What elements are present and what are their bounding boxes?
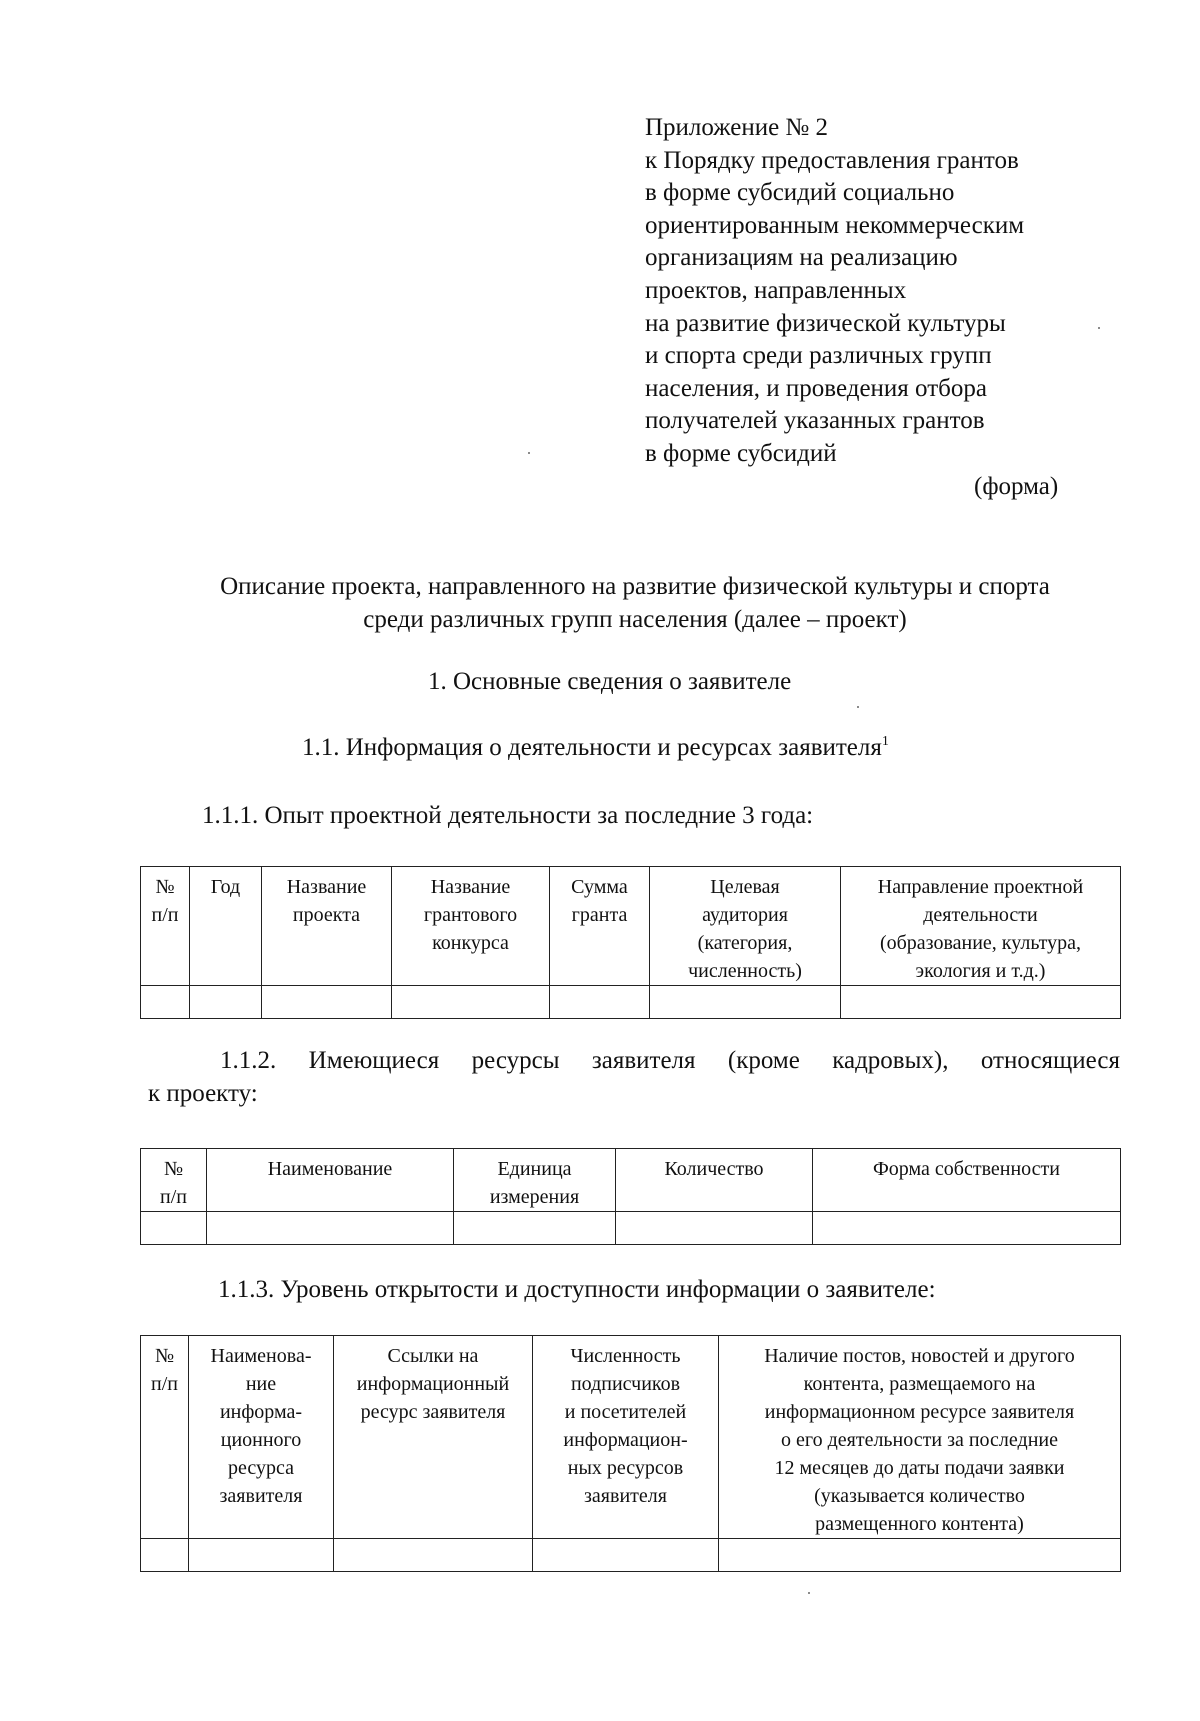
scan-speck [528, 452, 530, 454]
section-1-1-2-heading [148, 1044, 1120, 1110]
appendix-line: на развитие физической культуры [645, 309, 1006, 337]
project-experience-table [140, 866, 1121, 1019]
title-line-1: Описание проекта, направленного на развитие физической культуры и спорта [220, 573, 1050, 600]
col-header-content: Наличие постов, новостей и другого контента, размещаемого на информационном ресурсе заявителя о его деятельности за последние 12 месяцев до даты подачи заявки (указывается количество размещенного контента) [719, 1336, 1121, 1539]
col-header-subscribers: Численность подписчиков и посетителей информацион- ных ресурсов заявителя [533, 1336, 719, 1539]
section-1-heading: 1. Основные сведения о заявителе [428, 668, 792, 695]
col-header-year: Год [190, 867, 262, 986]
table-cell[interactable] [141, 1212, 207, 1245]
appendix-line: ориентированным некоммерческим [645, 211, 1025, 239]
appendix-line: населения, и проведения отбора [645, 374, 987, 402]
col-header-number: № п/п [141, 1336, 189, 1539]
document-title [120, 570, 1150, 636]
table-cell[interactable] [550, 986, 650, 1019]
table-cell[interactable] [841, 986, 1121, 1019]
appendix-line: проектов, направленных [645, 276, 907, 304]
scan-speck [1098, 327, 1100, 329]
appendix-line: в форме субсидий социально [645, 179, 955, 207]
table-cell[interactable] [719, 1539, 1121, 1572]
scan-speck [857, 706, 859, 708]
section-1-1-heading-text: 1.1. Информация о деятельности и ресурсах заявителя [302, 734, 882, 761]
table-row [141, 1212, 1121, 1245]
col-header-activity-direction: Направление проектной деятельности (образование, культура, экология и т.д.) [841, 867, 1121, 986]
table-cell[interactable] [650, 986, 841, 1019]
col-header-unit: Единица измерения [454, 1149, 616, 1212]
table-cell[interactable] [141, 1539, 189, 1572]
table-header-row [141, 867, 1121, 986]
footnote-marker: 1 [881, 734, 889, 749]
table-cell[interactable] [262, 986, 392, 1019]
resources-table [140, 1148, 1121, 1245]
col-header-quantity: Количество [616, 1149, 813, 1212]
table-cell[interactable] [533, 1539, 719, 1572]
section-1-1-3-heading: 1.1.3. Уровень открытости и доступности информации о заявителе: [218, 1276, 936, 1303]
information-openness-table [140, 1335, 1121, 1572]
scan-speck [808, 1592, 810, 1594]
col-header-name: Наименование [207, 1149, 454, 1212]
table-cell[interactable] [189, 1539, 334, 1572]
table-cell[interactable] [190, 986, 262, 1019]
table-row [141, 986, 1121, 1019]
col-header-resource-name: Наименова- ние информа- ционного ресурса заявителя [189, 1336, 334, 1539]
title-line-2: среди различных групп населения (далее – проект) [363, 606, 907, 633]
section-1-1-heading [302, 734, 889, 762]
table-header-row [141, 1149, 1121, 1212]
col-header-ownership: Форма собственности [813, 1149, 1121, 1212]
col-header-resource-links: Ссылки на информационный ресурс заявителя [334, 1336, 533, 1539]
table-cell[interactable] [392, 986, 550, 1019]
section-1-1-2-line-2: к проекту: [148, 1080, 258, 1107]
appendix-line: к Порядку предоставления грантов [645, 146, 1019, 174]
table-cell[interactable] [207, 1212, 454, 1245]
section-1-1-1-heading: 1.1.1. Опыт проектной деятельности за последние 3 года: [202, 802, 814, 829]
form-label: (форма) [974, 473, 1059, 500]
table-row [141, 1539, 1121, 1572]
col-header-project-name: Название проекта [262, 867, 392, 986]
appendix-line: в форме субсидий [645, 439, 837, 467]
table-cell[interactable] [141, 986, 190, 1019]
col-header-grant-amount: Сумма гранта [550, 867, 650, 986]
section-1-1-2-line-1: 1.1.2. Имеющиеся ресурсы заявителя (кроме кадровых), относящиеся [220, 1047, 1120, 1074]
appendix-header [645, 112, 1115, 471]
col-header-target-audience: Целевая аудитория (категория, численность) [650, 867, 841, 986]
col-header-number: № п/п [141, 867, 190, 986]
appendix-line: организациям на реализацию [645, 244, 958, 272]
table-cell[interactable] [454, 1212, 616, 1245]
col-header-contest-name: Название грантового конкурса [392, 867, 550, 986]
col-header-number: № п/п [141, 1149, 207, 1212]
appendix-line: получателей указанных грантов [645, 407, 985, 435]
table-cell[interactable] [334, 1539, 533, 1572]
appendix-line: и спорта среди различных групп [645, 342, 992, 370]
table-cell[interactable] [616, 1212, 813, 1245]
appendix-line: Приложение № 2 [645, 114, 829, 141]
table-header-row [141, 1336, 1121, 1539]
table-cell[interactable] [813, 1212, 1121, 1245]
